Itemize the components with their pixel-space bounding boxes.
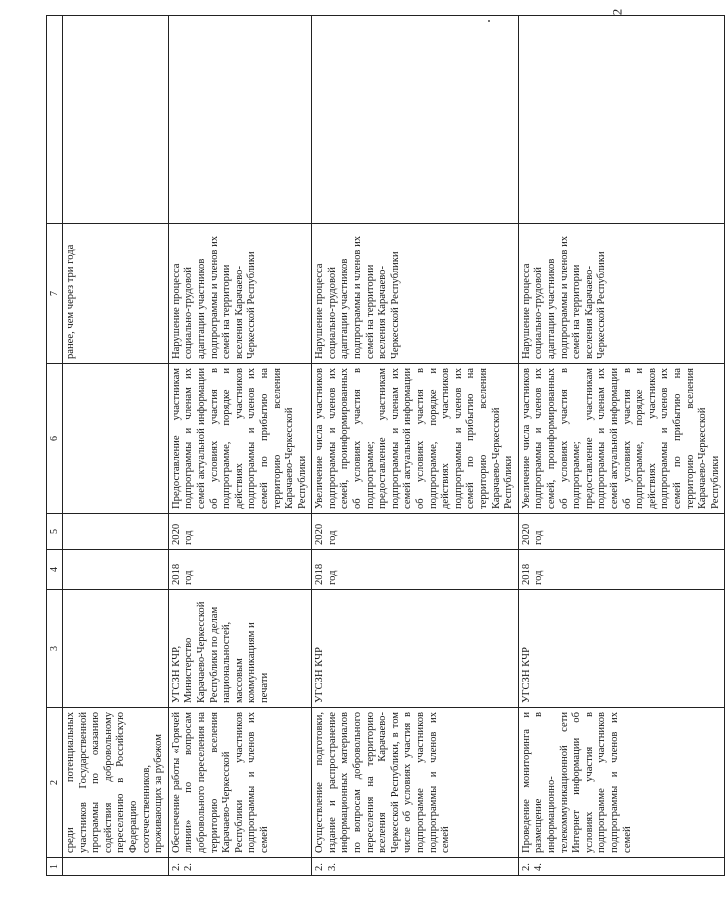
page-number: 2	[609, 8, 625, 16]
start-year-cell: 2018 год	[312, 550, 519, 590]
col-number-2: 2	[47, 708, 63, 858]
rotated-table-wrapper	[46, 16, 721, 876]
blank-cell	[312, 16, 519, 224]
executor-cell	[63, 590, 169, 708]
end-year-cell: 2020 год	[168, 514, 312, 550]
row-number	[63, 858, 169, 876]
result-cell: Увеличение числа участников подпрограммы и членов их семей, проинформированных об условиях участия в подпрограмме; предоставление участникам подпрограммы и членам их семей актуальной информации об условиях участия в подпрограмме, порядке и действиях участников подпрограммы и членов их семей по прибытию на территорию вселения Карачаево-Черкесской Республики	[518, 364, 725, 514]
result-cell: Предоставление участникам подпрограммы и членам их семей актуальной информации об условиях участия в подпрограмме, порядке и действиях участников подпрограммы и членов их семей по прибытию на территорию вселения Карачаево-Черкесской Республики	[168, 364, 312, 514]
consequence-cell: ранее, чем через три года	[63, 224, 169, 364]
activity-cell: среди потенциальных участников Государственной программы по оказанию содействия добровольному переселению в Российскую Федерацию соотечественников, проживающих за рубежом	[63, 708, 169, 858]
column-number-row	[47, 16, 63, 876]
table-row	[312, 16, 519, 876]
consequence-cell: Нарушение процесса социально-трудовой адаптации участников подпрограммы и членов их семей на территории вселения Карачаево-Черкесской Республики	[168, 224, 312, 364]
result-cell	[63, 364, 169, 514]
end-year-cell	[63, 514, 169, 550]
row-number: 2.3.	[312, 858, 519, 876]
col-number-5: 5	[47, 514, 63, 550]
col-number-1: 1	[47, 858, 63, 876]
col-number-3: 3	[47, 590, 63, 708]
executor-cell: УГСЗН КЧР	[518, 590, 725, 708]
blank-cell	[518, 16, 725, 224]
end-year-cell: 2020 год	[518, 514, 725, 550]
col-number-7: 7	[47, 224, 63, 364]
blank-cell	[63, 16, 169, 224]
col-number-4: 4	[47, 550, 63, 590]
result-cell: Увеличение числа участников подпрограммы и членов их семей, проинформированных об условиях участия в подпрограмме; предоставление участникам подпрограммы и членам их семей актуальной информации об условиях участия в подпрограмме, порядке и действиях участников подпрограммы и членов их семей по прибытию на территорию вселения Карачаево-Черкесской Республики	[312, 364, 519, 514]
row-number: 2.2.	[168, 858, 312, 876]
start-year-cell	[63, 550, 169, 590]
col-number-6: 6	[47, 364, 63, 514]
table-row	[518, 16, 725, 876]
start-year-cell: 2018 год	[518, 550, 725, 590]
activity-cell: Осуществление подготовки, издание и распространение информационных материалов по вопросам добровольного переселения на территорию вселения Карачаево-Черкесской Республики, в том числе об условиях участия в подпрограмме участников подпрограммы и членов их семей	[312, 708, 519, 858]
col-blank	[47, 16, 63, 224]
row-number: 2.4.	[518, 858, 725, 876]
consequence-cell: Нарушение процесса социально-трудовой адаптации участников подпрограммы и членов их семей на территории вселения Карачаево-Черкесской Республики	[518, 224, 725, 364]
end-year-cell: 2020 год	[312, 514, 519, 550]
table-row	[168, 16, 312, 876]
activity-cell: Проведение мониторинга и размещение в информационно-телекоммуникационной сети Интернет информации об условиях участия в подпрограмме участников подпрограммы и членов их семей	[518, 708, 725, 858]
executor-cell: УГСЗН КЧР	[312, 590, 519, 708]
activity-cell: Обеспечение работы «Горячей линии» по вопросам добровольного переселения на территорию вселения Карачаево-Черкесской Республики участников подпрограммы и членов их семей	[168, 708, 312, 858]
start-year-cell: 2018 год	[168, 550, 312, 590]
measures-table	[46, 15, 725, 876]
consequence-cell: Нарушение процесса социально-трудовой адаптации участников подпрограммы и членов их семей на территории вселения Карачаево-Черкесской Республики	[312, 224, 519, 364]
table-row	[63, 16, 169, 876]
executor-cell: УГСЗН КЧР, Министерство Карачаево-Черкесской Республики по делам национальностей, массовым коммуникациям и печати	[168, 590, 312, 708]
blank-cell	[168, 16, 312, 224]
